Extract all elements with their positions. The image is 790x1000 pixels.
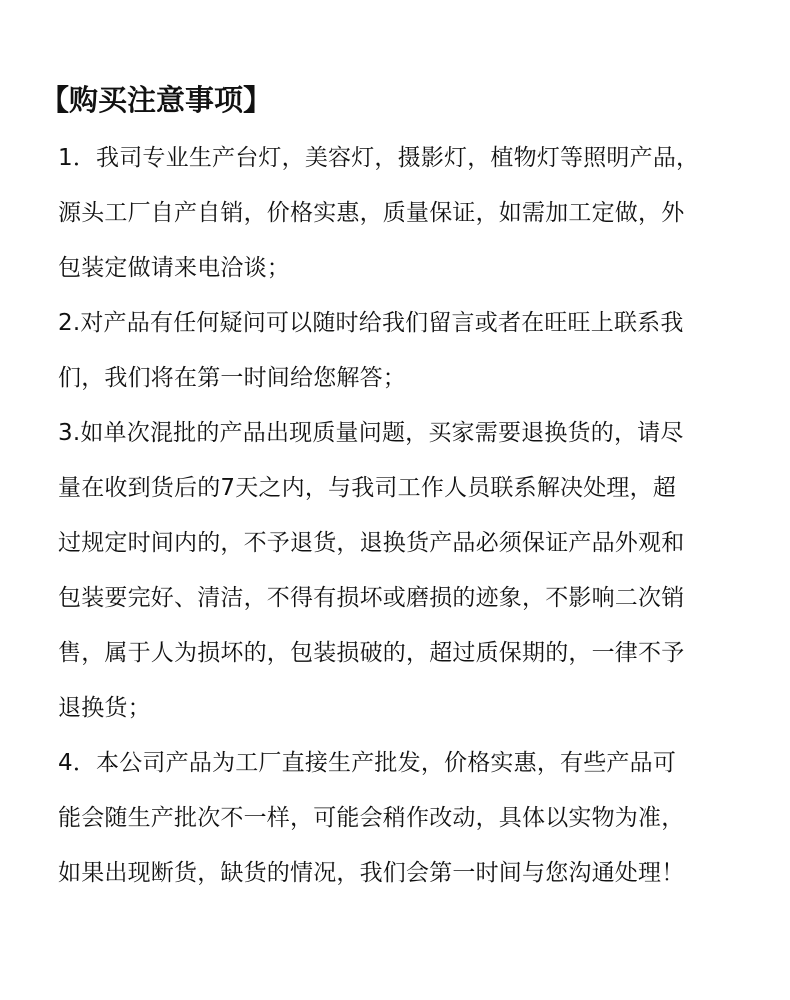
notice-line-5: 们，我们将在第一时间给您解答； (58, 365, 406, 391)
notice-line-2: 源头工厂自产自销，价格实惠，质量保证，如需加工定做，外 (58, 200, 685, 226)
notice-line-10: 售，属于人为损坏的，包装损破的，超过质保期的，一律不予 (58, 640, 685, 666)
notice-line-9: 包装要完好、清洁，不得有损坏或磨损的迹象，不影响二次销 (58, 585, 685, 611)
notice-line-3: 包装定做请来电洽谈； (58, 255, 290, 281)
notice-line-11: 退换货； (58, 695, 151, 721)
notice-line-1: 1．我司专业生产台灯，美容灯，摄影灯，植物灯等照明产品， (58, 145, 700, 171)
notice-title: 【购买注意事项】 (40, 83, 273, 117)
notice-line-14: 如果出现断货，缺货的情况，我们会第一时间与您沟通处理！ (58, 860, 685, 886)
notice-line-7: 量在收到货后的7天之内，与我司工作人员联系解决处理，超 (58, 475, 677, 501)
notice-line-4: 2.对产品有任何疑问可以随时给我们留言或者在旺旺上联系我 (58, 310, 684, 336)
notice-line-6: 3.如单次混批的产品出现质量问题，买家需要退换货的，请尽 (58, 420, 684, 446)
notice-line-13: 能会随生产批次不一样，可能会稍作改动，具体以实物为准， (58, 805, 685, 831)
notice-line-12: 4．本公司产品为工厂直接生产批发，价格实惠，有些产品可 (58, 750, 677, 776)
notice-line-8: 过规定时间内的，不予退货，退换货产品必须保证产品外观和 (58, 530, 685, 556)
